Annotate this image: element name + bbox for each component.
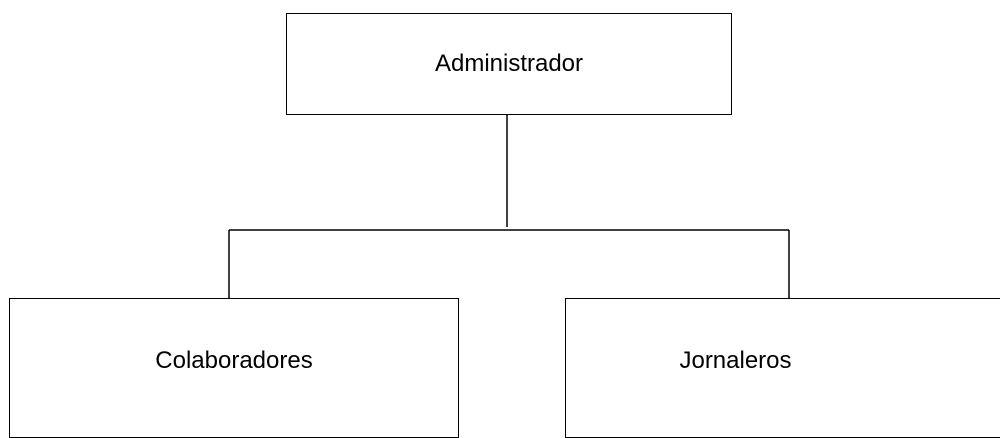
node-administrador bbox=[286, 13, 732, 115]
node-label-jornaleros: Jornaleros bbox=[679, 347, 792, 374]
node-colaboradores bbox=[9, 298, 459, 438]
node-jornaleros bbox=[565, 298, 1000, 438]
node-label-colaboradores: Colaboradores bbox=[155, 347, 313, 374]
node-label-administrador: Administrador bbox=[434, 50, 584, 77]
